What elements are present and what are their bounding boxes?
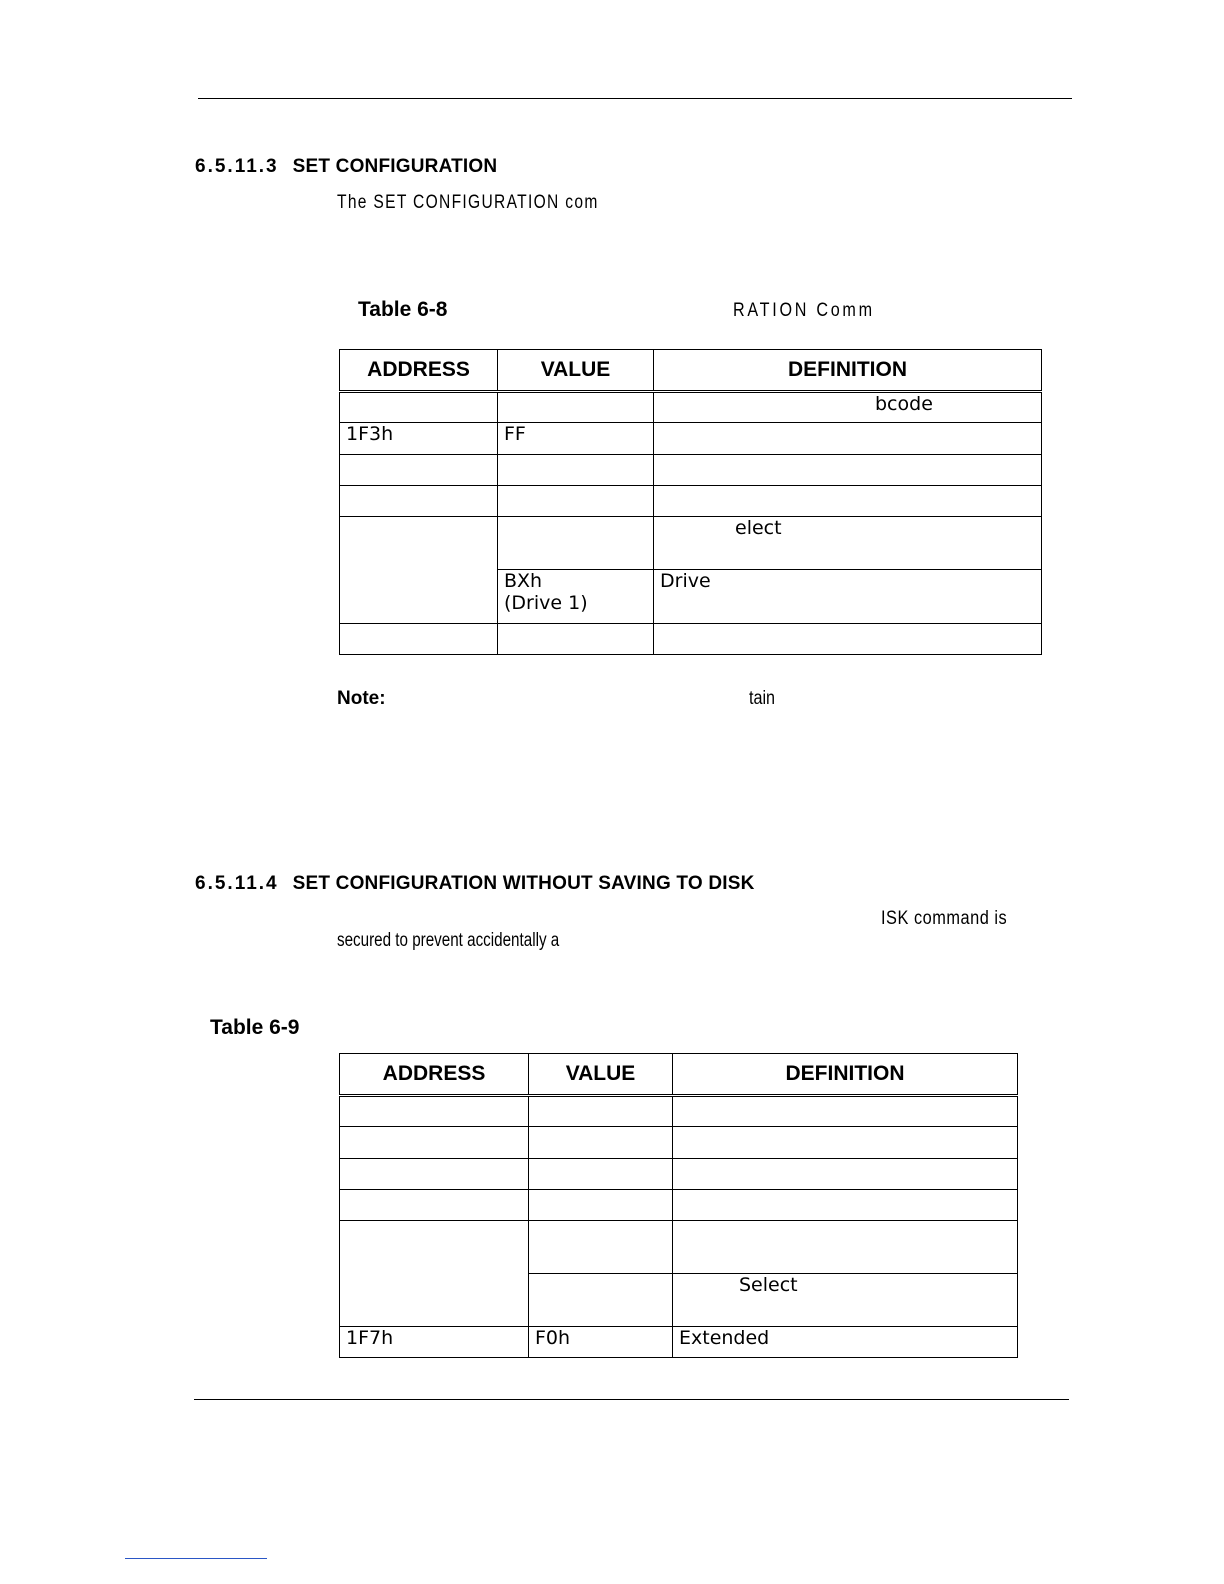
cell-value bbox=[498, 392, 654, 423]
cell-address bbox=[340, 486, 498, 517]
footer-rule bbox=[194, 1399, 1069, 1400]
cell-address: 1F7h bbox=[340, 1327, 529, 1358]
section-body-line-2: secured to prevent accidentally a bbox=[337, 930, 560, 951]
table-row bbox=[340, 517, 1042, 570]
cell-address bbox=[340, 1096, 529, 1127]
cell-definition bbox=[673, 1127, 1018, 1159]
cell-definition bbox=[654, 423, 1042, 455]
column-header-value: VALUE bbox=[498, 350, 654, 392]
section-heading-set-configuration-without-saving bbox=[195, 873, 755, 895]
cell-definition bbox=[654, 486, 1042, 517]
cell-value bbox=[529, 1096, 673, 1127]
cell-value bbox=[529, 1127, 673, 1159]
cell-address: 1F3h bbox=[340, 423, 498, 455]
definition-text: bcode bbox=[875, 393, 933, 415]
cell-value bbox=[529, 1221, 673, 1274]
cell-address bbox=[340, 1159, 529, 1190]
table-caption-label: Table 6-9 bbox=[210, 1016, 300, 1039]
cell-value bbox=[498, 486, 654, 517]
table-row bbox=[340, 624, 1042, 655]
cell-definition bbox=[654, 517, 1042, 570]
definition-text: elect bbox=[735, 517, 782, 539]
section-heading-set-configuration bbox=[195, 156, 497, 178]
table-caption-label: Table 6-8 bbox=[358, 298, 448, 321]
cell-value bbox=[498, 624, 654, 655]
cell-value bbox=[498, 455, 654, 486]
column-header-value: VALUE bbox=[529, 1054, 673, 1096]
cell-definition bbox=[673, 1221, 1018, 1274]
column-header-address: ADDRESS bbox=[340, 1054, 529, 1096]
table-row bbox=[340, 1096, 1018, 1127]
cell-definition bbox=[673, 1159, 1018, 1190]
cell-address bbox=[340, 624, 498, 655]
section-title: SET CONFIGURATION WITHOUT SAVING TO DISK bbox=[292, 873, 755, 894]
cell-definition bbox=[673, 1274, 1018, 1327]
cell-definition bbox=[654, 392, 1042, 423]
table-caption-fragment: RATION Comm bbox=[733, 300, 875, 321]
section-title: SET CONFIGURATION bbox=[292, 156, 498, 177]
header-rule bbox=[198, 98, 1072, 99]
section-body-text: The SET CONFIGURATION com bbox=[337, 192, 599, 213]
table-row bbox=[340, 423, 1042, 455]
cell-address-merged bbox=[340, 517, 498, 624]
column-header-address: ADDRESS bbox=[340, 350, 498, 392]
cell-definition: Drive bbox=[654, 570, 1042, 624]
value-line-1: BXh bbox=[504, 570, 543, 592]
table-row bbox=[340, 392, 1042, 423]
column-header-definition: DEFINITION bbox=[654, 350, 1042, 392]
cell-value bbox=[529, 1159, 673, 1190]
cell-address-merged bbox=[340, 1221, 529, 1327]
column-header-definition: DEFINITION bbox=[673, 1054, 1018, 1096]
table-set-configuration bbox=[339, 349, 1042, 655]
cell-definition bbox=[654, 455, 1042, 486]
table-row bbox=[340, 455, 1042, 486]
value-line-2: (Drive 1) bbox=[504, 592, 588, 614]
cell-value bbox=[498, 517, 654, 570]
table-set-configuration-without-saving bbox=[339, 1053, 1018, 1358]
table-row bbox=[340, 1221, 1018, 1274]
cell-value: FF bbox=[498, 423, 654, 455]
cell-value bbox=[498, 570, 654, 624]
table-row bbox=[340, 486, 1042, 517]
cell-definition bbox=[673, 1096, 1018, 1127]
section-body-line-1: ISK command is bbox=[881, 908, 1008, 929]
cell-value bbox=[529, 1274, 673, 1327]
table-row bbox=[340, 1327, 1018, 1358]
section-number: 6.5.11.4 bbox=[195, 873, 279, 894]
table-row bbox=[340, 1159, 1018, 1190]
table-row bbox=[340, 1127, 1018, 1159]
cell-definition bbox=[673, 1190, 1018, 1221]
definition-text: Select bbox=[739, 1274, 798, 1296]
cell-value: F0h bbox=[529, 1327, 673, 1358]
section-number: 6.5.11.3 bbox=[195, 156, 279, 177]
cell-definition: Extended bbox=[673, 1327, 1018, 1358]
cell-address bbox=[340, 455, 498, 486]
cell-address bbox=[340, 1127, 529, 1159]
cell-address bbox=[340, 392, 498, 423]
note-label: Note: bbox=[337, 688, 386, 709]
cell-value bbox=[529, 1190, 673, 1221]
cell-address bbox=[340, 1190, 529, 1221]
cell-definition bbox=[654, 624, 1042, 655]
note-text: tain bbox=[749, 688, 776, 709]
footer-link-underline bbox=[125, 1558, 267, 1559]
table-row bbox=[340, 1190, 1018, 1221]
